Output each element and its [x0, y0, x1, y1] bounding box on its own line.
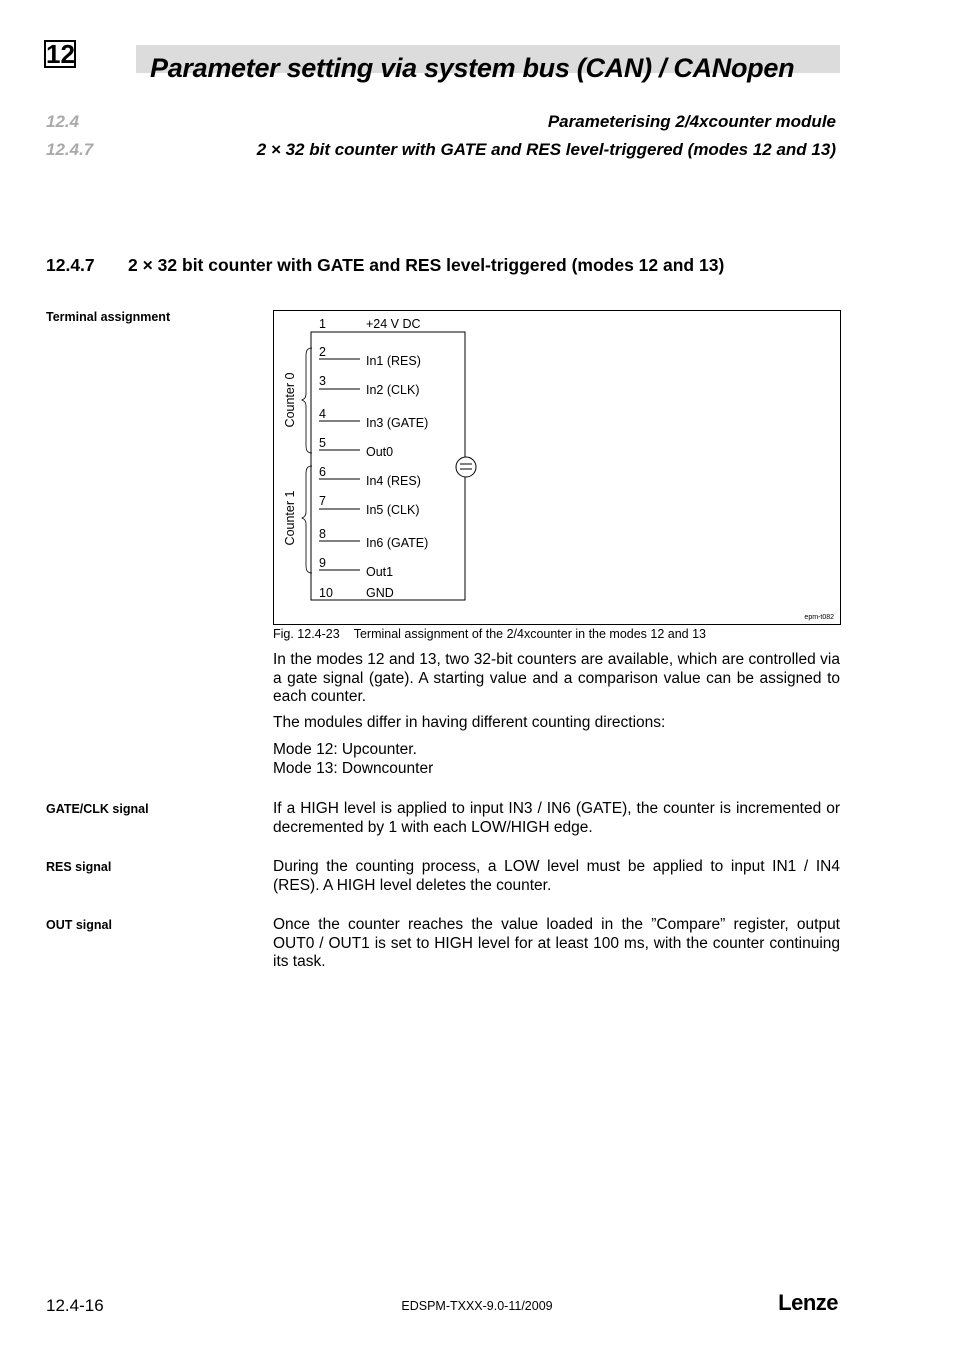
ground-icon: [456, 457, 476, 477]
terminal-label: GND: [366, 586, 394, 600]
counter-1-label: Counter 1: [283, 490, 297, 546]
terminal-number: 9: [319, 556, 326, 570]
label-out-signal: OUT signal: [46, 918, 112, 932]
section-heading: [46, 255, 724, 276]
mode-12-line: Mode 12: Upcounter.: [273, 741, 417, 758]
subheader-number-1: 12.4: [46, 112, 80, 131]
subheader-title-2: 2 × 32 bit counter with GATE and RES level-triggered (modes 12 and 13): [256, 140, 836, 159]
terminal-label: In6 (GATE): [366, 536, 429, 550]
subheader-title-1: Parameterising 2/4xcounter module: [547, 112, 836, 131]
section-number: 12.4.7: [46, 255, 95, 275]
terminal-block: [311, 332, 465, 600]
chapter-number: 12: [46, 39, 75, 69]
paragraph-out: Once the counter reaches the value loaded in the ”Compare” register, output OUT0 / OUT1 is set to HIGH level for at least 100 ms, with the counter continuing its task.: [273, 916, 840, 970]
label-res-signal: RES signal: [46, 860, 112, 874]
counter-0-label: Counter 0: [283, 372, 297, 428]
figure-code: epm-t082: [804, 614, 834, 621]
terminal-label: In1 (RES): [366, 354, 421, 368]
terminal-number: 7: [319, 494, 326, 508]
terminal-label: In2 (CLK): [366, 383, 420, 397]
mode-13-line: Mode 13: Downcounter: [273, 760, 434, 777]
terminal-label: In4 (RES): [366, 474, 421, 488]
terminal-label: In5 (CLK): [366, 503, 420, 517]
paragraph-intro: In the modes 12 and 13, two 32-bit counters are available, which are controlled via a gate signal (gate). A starting value and a comparison value can be assigned to each counter.: [273, 651, 840, 705]
terminal-number: 6: [319, 465, 326, 479]
terminal-label: +24 V DC: [366, 317, 421, 331]
terminal-number: 4: [319, 407, 326, 421]
label-gate-clk-signal: GATE/CLK signal: [46, 802, 149, 816]
document-id: EDSPM-TXXX-9.0-11/2009: [401, 1299, 553, 1313]
paragraph-res: During the counting process, a LOW level must be applied to input IN1 / IN4 (RES). A HIGH level deletes the counter.: [273, 858, 840, 894]
terminal-number: 1: [319, 317, 326, 331]
paragraph-gate-clk: If a HIGH level is applied to input IN3 / IN6 (GATE), the counter is incremented or decremented by 1 with each LOW/HIGH edge.: [273, 800, 840, 836]
terminal-label: Out1: [366, 565, 394, 579]
label-terminal-assignment: Terminal assignment: [46, 310, 171, 324]
page-title: Parameter setting via system bus (CAN) / CANopen: [150, 53, 795, 83]
terminal-number: 2: [319, 345, 326, 359]
figure-caption-text: Terminal assignment of the 2/4xcounter in the modes 12 and 13: [353, 627, 707, 641]
terminal-number: 5: [319, 436, 326, 450]
brand-logo: Lenze: [778, 1290, 838, 1315]
section-title: 2 × 32 bit counter with GATE and RES level-triggered (modes 12 and 13): [128, 255, 725, 275]
terminal-diagram: [273, 310, 841, 625]
figure-number: Fig. 12.4-23: [273, 627, 340, 641]
paragraph-directions: The modules differ in having different counting directions:: [273, 714, 666, 731]
terminal-number: 8: [319, 527, 326, 541]
terminal-number: 10: [319, 586, 333, 600]
terminal-number: 3: [319, 374, 326, 388]
terminal-label: In3 (GATE): [366, 416, 429, 430]
figure-caption: [273, 627, 706, 641]
terminal-label: Out0: [366, 445, 394, 459]
page-number: 12.4-16: [46, 1296, 104, 1315]
subheader-number-2: 12.4.7: [46, 140, 94, 159]
